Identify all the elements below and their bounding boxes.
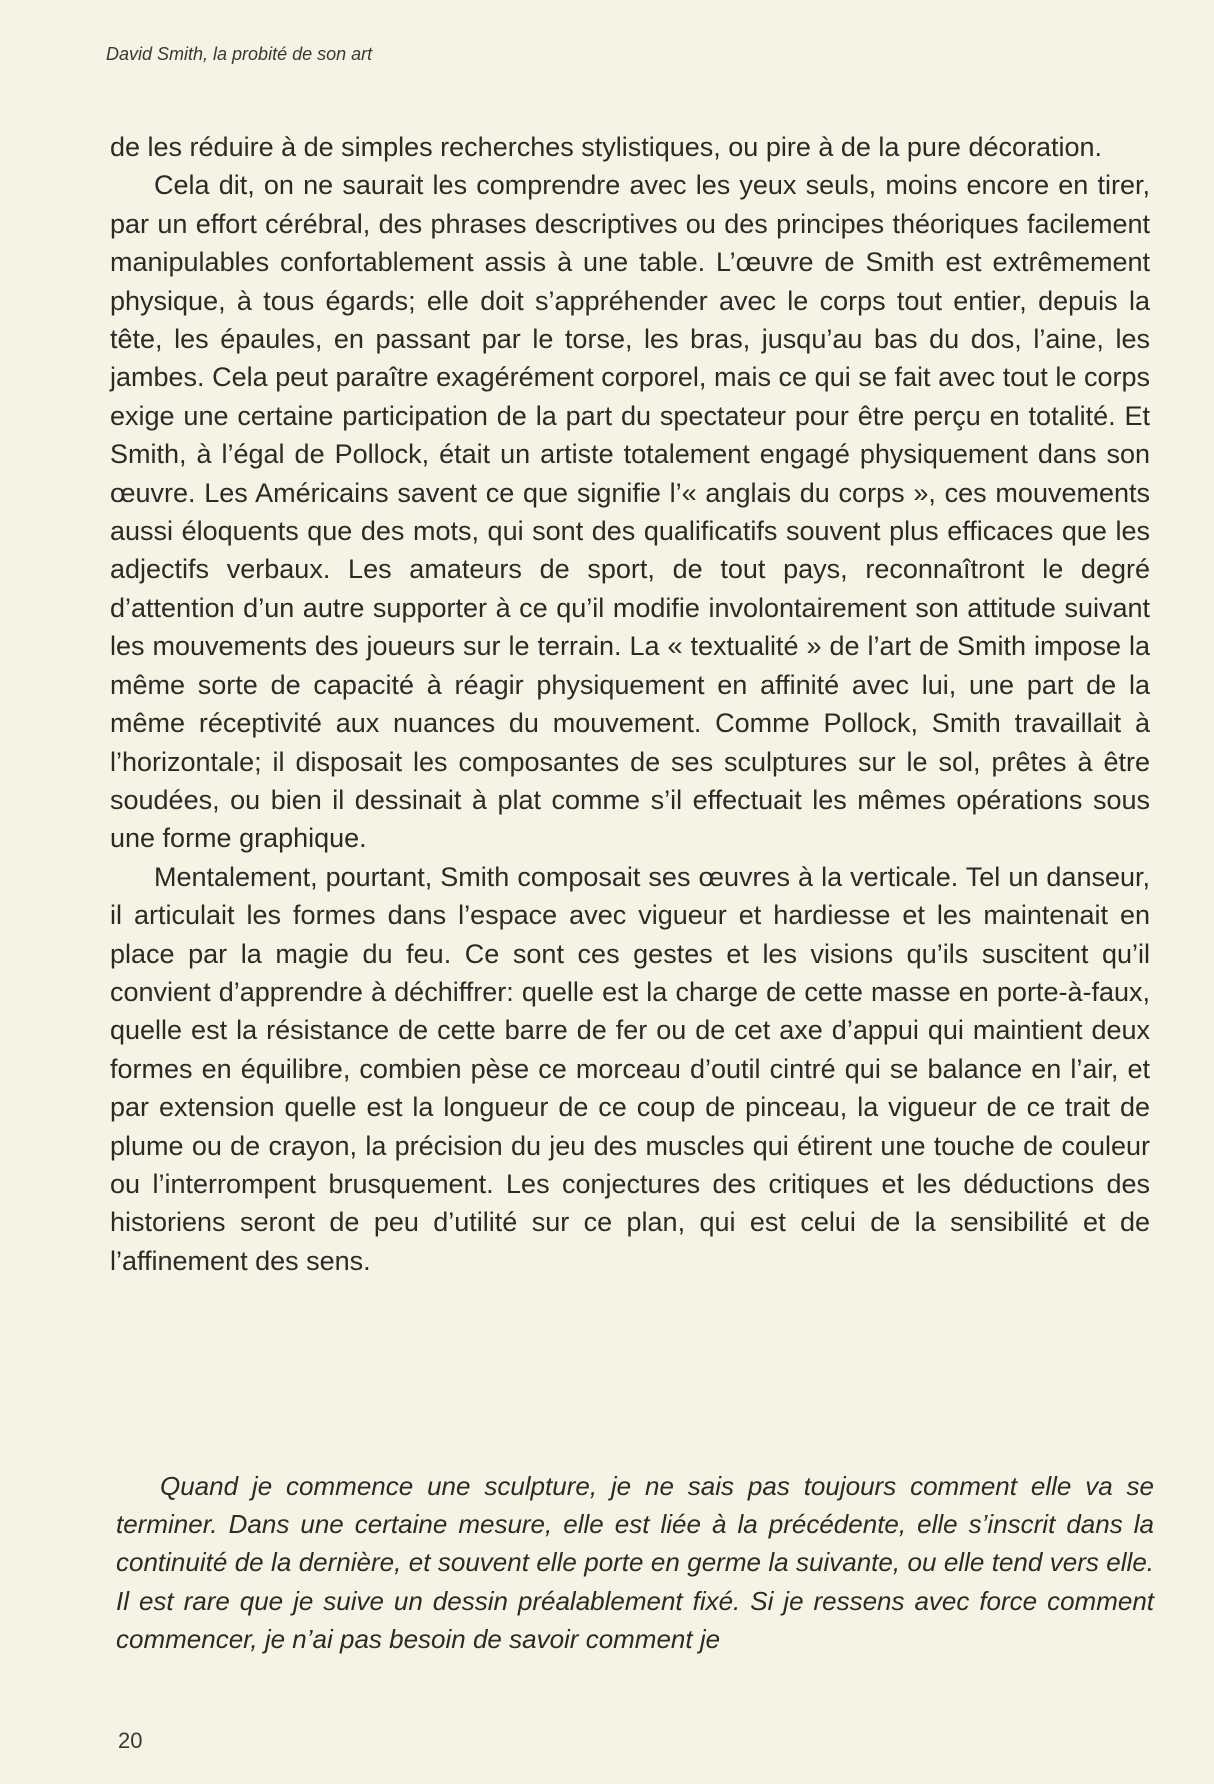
body-text — [110, 128, 1150, 1280]
running-head: David Smith, la probité de son art — [106, 44, 373, 64]
paragraph-continuation: de les réduire à de simples recherches stylistiques, ou pire à de la pure décoration. — [110, 132, 1103, 162]
paragraph-verticality: Mentalement, pourtant, Smith composait ses œuvres à la verticale. Tel un danseur, il articulait les formes dans l’espace avec vigueur et hardiesse et les maintenait en place par la magie du feu. Ce sont ces gestes et les visions qu’ils suscitent qu’il convient d’apprendre à déchiffrer: quelle est la charge de cette masse en porte-à-faux, quelle est la résistance de cette barre de fer ou de cet axe d’appui qui maintient deux formes en équilibre, combien pèse ce morceau d’outil cintré qui se balance en l’air, et par extension quelle est la longueur de ce coup de pinceau, la vigueur de ce trait de plume ou de crayon, la précision du jeu des muscles qui étirent une touche de couleur ou l’interrompent brusquement. Les conjectures des critiques et les déductions des historiens seront de peu d’utilité sur ce plan, qui est celui de la sensibilité et de l’affinement des sens. — [110, 861, 1150, 1276]
paragraph-physicality: Cela dit, on ne saurait les comprendre avec les yeux seuls, moins encore en tirer, par un effort cérébral, des phrases descriptives ou des principes théoriques facilement manipulables confortablement assis à une table. L’œuvre de Smith est extrêmement physique, à tous égards; elle doit s’appréhender avec le corps tout entier, depuis la tête, les épaules, en passant par le torse, les bras, jusqu’au bas du dos, l’aine, les jambes. Cela peut paraître exagérément corporel, mais ce qui se fait avec tout le corps exige une certaine participation de la part du spectateur pour être perçu en totalité. Et Smith, à l’égal de Pollock, était un artiste totalement engagé physiquement dans son œuvre. Les Américains savent ce que signifie l’« anglais du corps », ces mouvements aussi éloquents que des mots, qui sont des qualificatifs souvent plus efficaces que les adjectifs verbaux. Les amateurs de sport, de tout pays, reconnaîtront le degré d’attention d’un autre supporter à ce qu’il modifie involontairement son attitude suivant les mouvements des joueurs sur le terrain. La « textualité » de l’art de Smith impose la même sorte de capacité à réagir physiquement en affinité avec lui, une part de la même réceptivité aux nuances du mouvement. Comme Pollock, Smith travaillait à l’horizontale; il disposait les composantes de ses sculptures sur le sol, prêtes à être soudées, ou bien il dessinait à plat comme s’il effectuait les mêmes opérations sous une forme graphique. — [110, 170, 1150, 854]
smith-quote: Quand je commence une sculpture, je ne sais pas toujours comment elle va se terminer. Dans une certaine mesure, elle est liée à la précédente, elle s’inscrit dans la continuité de la dernière, et souvent elle porte en germe la suivante, ou elle tend vers elle. Il est rare que je suive un dessin préalablement fixé. Si je ressens avec force comment commencer, je n’ai pas besoin de savoir comment je — [116, 1471, 1154, 1654]
page-number: 20 — [118, 1728, 143, 1753]
